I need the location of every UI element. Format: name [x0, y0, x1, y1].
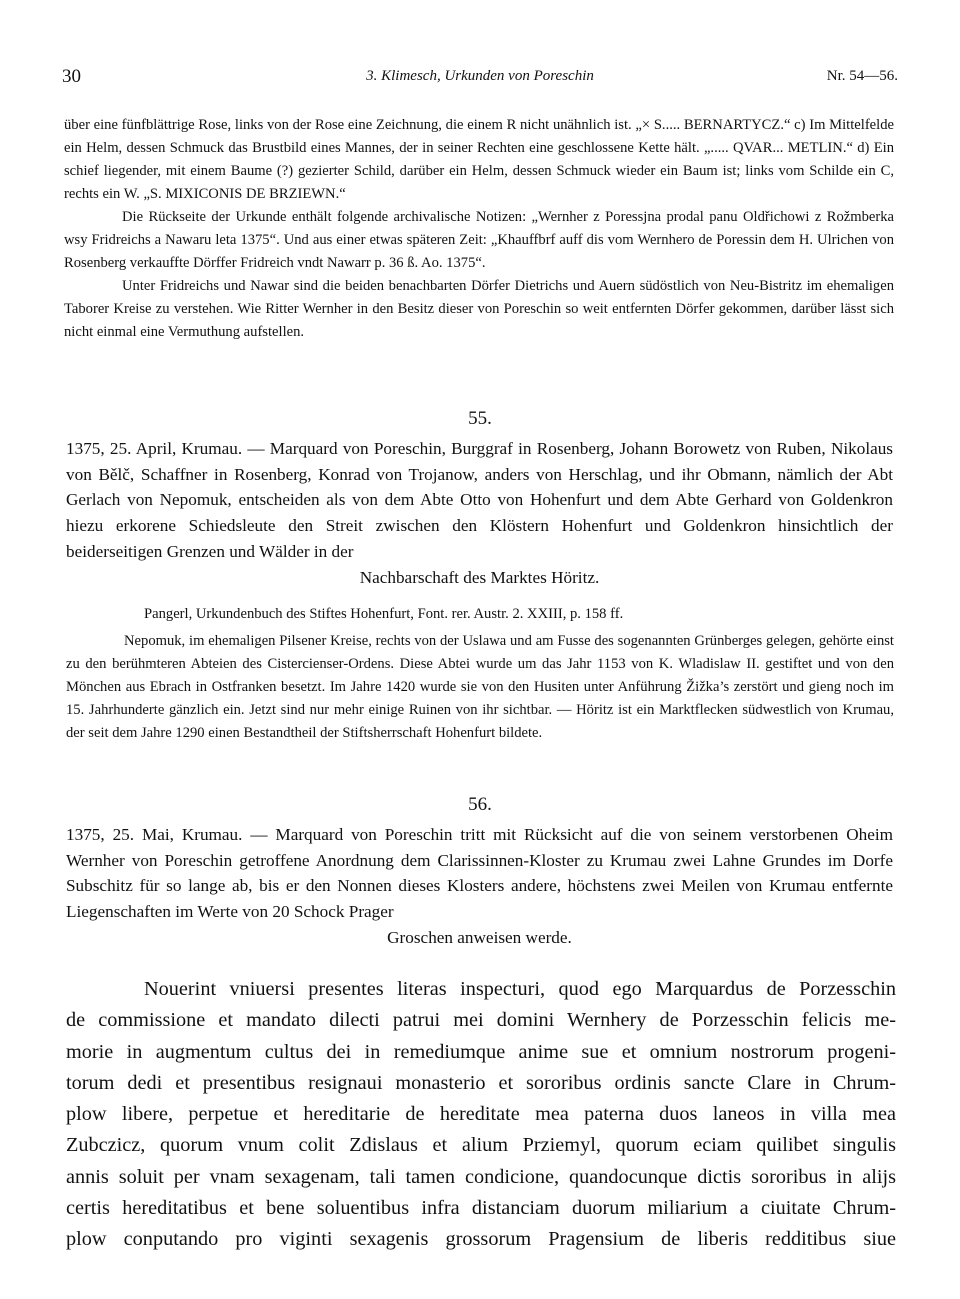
archival-notes: Die Rückseite der Urkunde enthält folgende archivalische Notizen: „Wernher z Poressjna prodal panu Oldřichowi z Rožmberka wsy Fridreichs a Nawaru leta 1375“. Und aus einer etwas späteren Zeit: „Khauffbrf auff dis vom Wernhero de Poressin dem H. Ulrichen von Rosenberg verkauffte Dörffer Fridreich vndt Nawarr p. 36 ß. Ao. 1375“. — [64, 209, 894, 271]
seal-notes — [64, 114, 894, 344]
page-header — [62, 66, 898, 92]
latin-line: annis soluit per vnam sexagenam, tali tamen condicione, quandocunque dictis sororibus in alijs — [66, 1165, 896, 1188]
latin-line: plow libere, perpetue et hereditarie de hereditate mea paterna duos laneos in villa mea — [66, 1103, 896, 1126]
latin-line: de commissione et mandato dilecti patrui mei domini Wernhery de Porzesschin felicis me- — [66, 1009, 896, 1032]
latin-line: Zubczicz, quorum vnum colit Zdislaus et alium Przіemyl, quorum eciam quilibet singulis — [66, 1134, 896, 1157]
latin-line: plow conputando pro viginti sexagenis grossorum Pragensium de liberis redditibus siue — [66, 1228, 896, 1251]
latin-line: torum dedi et presentibus resignaui monasterio et sororibus ordinis sancte Clare in Chrum- — [66, 1071, 896, 1094]
document-55-notes — [66, 630, 894, 745]
document-number-range: Nr. 54—56. — [826, 68, 898, 84]
document-56-latin-text — [66, 974, 896, 1256]
regest-text: 1375, 25. April, Krumau. — Marquard von Poreschin, Burggraf in Rosenberg, Johann Borowetz von Ruben, Nikolaus von Bělč, Schaffner in Rosenberg, Konrad von Trojanow, anders von Herschlag, und ihr Obmann, nämlich der Abt Gerlach von Nepomuk, entscheiden als von dem Abte Otto von Hohenfurt und dem Abte Gerhard von Goldenkron hiezu erkorene Schiedsleute den Streit zwischen den Klöstern Hohenfurt und Goldenkron hinsichtlich der beiderseitigen Grenzen und Wälder in der — [66, 439, 893, 561]
latin-line: certis hereditatibus et bene soluentibus infra distanciam duorum miliarium a ciuitate Chrum- — [66, 1197, 896, 1220]
latin-line: Nouerint vniuersi presentes literas inspecturi, quod ego Marquardus de Porzesschin — [144, 978, 896, 1000]
nepomuk-note: Nepomuk, im ehemaligen Pilsener Kreise, rechts von der Uslawa und am Fusse des sogenannten Grünberges gelegen, gehörte einst zu den berühmteren Abteien des Cistercienser-Ordens. Diese Abtei wurde um das Jahr 1153 von K. Wladislaw II. gestiftet und von den Mönchen aus Ebrach in Ostfranken besetzt. Im Jahre 1420 wurde sie von den Husiten unter Anführung Žižka’s zerstört und gieng noch im 15. Jahrhunderte gänzlich ein. Jetzt sind nur mehr einige Ruinen von ihr sichtbar. — Höritz ist ein Marktflecken südwestlich von Krumau, der seit dem Jahre 1290 einen Bestandtheil der Stiftsherrschaft Hohenfurt bildete. — [66, 633, 894, 741]
regest-text: 1375, 25. Mai, Krumau. — Marquard von Poreschin tritt mit Rücksicht auf die von seinem verstorbenen Oheim Wernher von Poreschin getroffene Anordnung dem Clarissinnen-Kloster zu Krumau zwei Lahne Grundes im Dorfe Subschitz für so lange ab, bis er den Nonnen dieses Klosters andere, höchstens zwei Meilen von Krumau entfernte Liegenschaften im Werte von 20 Schock Prager — [66, 825, 893, 922]
running-title: 3. Klimesch, Urkunden von Poreschin — [366, 68, 594, 84]
latin-line: morie in augmentum cultus dei in remediumque anime sue et omnium nostrorum progeni- — [66, 1040, 896, 1063]
document-56-regest — [66, 822, 893, 951]
document-55-regest — [66, 436, 893, 590]
page-number: 30 — [62, 66, 81, 87]
document-56-number: 56. — [468, 794, 492, 815]
regest-last-line: Groschen anweisen werde. — [387, 927, 572, 947]
seal-description: über eine fünfblättrige Rose, links von der Rose eine Zeichnung, die einem R nicht unähnlich ist. „× S..... BERNARTYCZ.“ c) Im Mittelfelde ein Helm, dessen Schmuck das Brustbild eines Mannes, der in seiner Rechten eine geschlossene Kette hält. „..... QVAR... METLIN.“ d) Ein schief liegender, mit einem Baume (?) gezierter Schild, darüber ein Helm, dessen Schmuck wieder ein Baum ist; links vom Schilde ein C, rechts ein W. „S. MIXICONIS DE BRZIEWN.“ — [64, 117, 894, 202]
document-55-source: Pangerl, Urkundenbuch des Stiftes Hohenfurt, Font. rer. Austr. 2. XXIII, p. 158 ff. — [144, 606, 624, 622]
regest-last-line: Nachbarschaft des Marktes Höritz. — [359, 567, 600, 587]
document-55-number: 55. — [468, 408, 492, 429]
place-commentary: Unter Fridreichs und Nawar sind die beiden benachbarten Dörfer Dietrichs und Auern südöstlich von Neu-Bistritz im ehemaligen Taborer Kreise zu verstehen. Wie Ritter Wernher in den Besitz dieser von Poreschin so weit entfernten Dörfer gekommen, darüber lässt sich nicht einmal eine Vermuthung aufstellen. — [64, 278, 894, 340]
